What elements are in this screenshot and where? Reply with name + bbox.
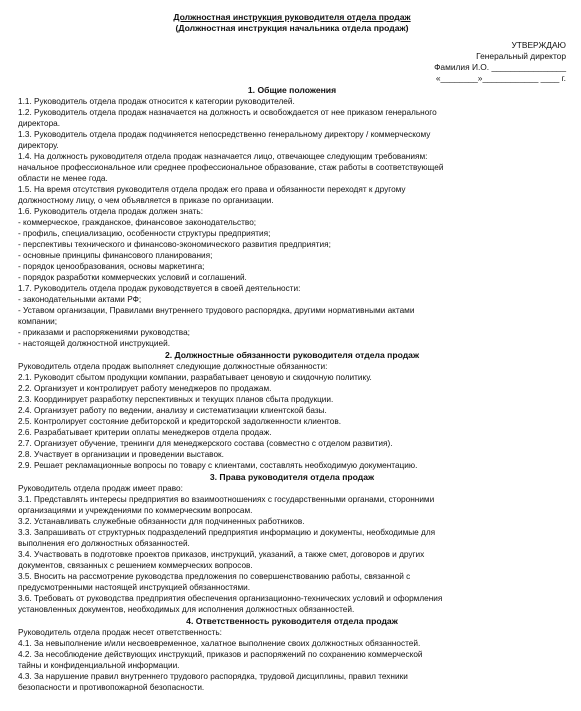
paragraph-line: области не менее года.	[18, 174, 108, 183]
approve-position: Генеральный директор	[476, 51, 566, 61]
paragraph-line: - приказами и распоряжениями руководства;	[18, 328, 190, 337]
paragraph-line: компании;	[18, 317, 58, 326]
paragraph-line: 1.2. Руководитель отдела продаж назначается на должность и освобождается от нее приказом генерального	[18, 108, 437, 117]
paragraph-line: должностному лицу, о чем объявляется в приказе по организации.	[18, 196, 274, 205]
paragraph-line: тайны и конфиденциальной информации.	[18, 661, 180, 670]
approve-name-line: Фамилия И.О. ________________	[434, 62, 566, 72]
paragraph-line: 1.7. Руководитель отдела продаж руководствуется в своей деятельности:	[18, 284, 301, 293]
paragraph-line: 2.5. Контролирует состояние дебиторской и кредиторской задолженности клиентов.	[18, 417, 341, 426]
title-line-1-text: Должностная инструкция руководителя отдела продаж	[173, 12, 411, 22]
paragraph-line: 2.1. Руководит сбытом продукции компании, разрабатывает ценовую и скидочную политику.	[18, 373, 372, 382]
paragraph-line: 1.5. На время отсутствия руководителя отдела продаж его права и обязанности переходят к другому	[18, 185, 406, 194]
section-heading: 2. Должностные обязанности руководителя отдела продаж	[164, 350, 420, 360]
paragraph-line: Руководитель отдела продаж несет ответственность:	[18, 628, 222, 637]
paragraph-line: 3.1. Представлять интересы предприятия во взаимоотношениях с государственными органами, сторонними	[18, 495, 435, 504]
paragraph-line: начальное профессиональное или среднее профессиональное образование, стаж работы в соответствующей	[18, 163, 444, 172]
paragraph-line: - перспективы технического и финансово-экономического развития предприятия;	[18, 240, 331, 249]
paragraph-line: 3.2. Устанавливать служебные обязанности для подчиненных работников.	[18, 517, 305, 526]
paragraph-line: Руководитель отдела продаж выполняет следующие должностные обязанности:	[18, 362, 328, 371]
paragraph-line: 2.2. Организует и контролирует работу менеджеров по продажам.	[18, 384, 272, 393]
paragraph-line: директору.	[18, 141, 59, 150]
paragraph-line: 4.1. За невыполнение и/или несвоевременное, халатное выполнение своих должностных обязанностей.	[18, 639, 421, 648]
paragraph-line: 1.4. На должность руководителя отдела продаж назначается лицо, отвечающее следующим требованиям:	[18, 152, 428, 161]
paragraph-line: документов, связанных с решением коммерческих вопросов.	[18, 561, 253, 570]
paragraph-line: 1.6. Руководитель отдела продаж должен знать:	[18, 207, 204, 216]
paragraph-line: 4.3. За нарушение правил внутреннего трудового распорядка, трудовой дисциплины, правил техники	[18, 672, 408, 681]
paragraph-line: 3.3. Запрашивать от структурных подразделений предприятия информацию и документы, необходимые для	[18, 528, 436, 537]
document-title	[18, 12, 566, 34]
paragraph-line: выполнения его должностных обязанностей.	[18, 539, 190, 548]
section-heading: 3. Права руководителя отдела продаж	[209, 472, 375, 482]
section-heading: 1. Общие положения	[247, 85, 337, 95]
paragraph-line: 1.3. Руководитель отдела продаж подчиняется непосредственно генеральному директору / коммерческому	[18, 130, 431, 139]
paragraph-line: 2.8. Участвует в организации и проведении выставок.	[18, 450, 224, 459]
paragraph-line: Руководитель отдела продаж имеет право:	[18, 484, 183, 493]
paragraph-line: - профиль, специализацию, особенности структуры предприятия;	[18, 229, 271, 238]
paragraph-line: организациями и учреждениями по коммерческим вопросам.	[18, 506, 253, 515]
paragraph-line: 2.3. Координирует разработку перспективных и текущих планов сбыта продукции.	[18, 395, 334, 404]
paragraph-line: 4.2. За несоблюдение действующих инструкций, приказов и распоряжений по сохранению коммерческой	[18, 650, 423, 659]
approve-date-line: «________»____________ ____ г.	[435, 73, 566, 83]
paragraph-line: - настоящей должностной инструкцией.	[18, 339, 171, 348]
paragraph-line: 2.6. Разрабатывает критерии оплаты менеджеров отдела продаж.	[18, 428, 272, 437]
title-line-2: (Должностная инструкция начальника отдела продаж)	[175, 23, 409, 33]
paragraph-line: установленных документов, необходимых для исполнения должностных обязанностей.	[18, 605, 355, 614]
paragraph-line: - законодательными актами РФ;	[18, 295, 142, 304]
title-line-1	[18, 12, 566, 23]
section-heading: 4. Ответственность руководителя отдела продаж	[186, 616, 398, 626]
paragraph-line: - Уставом организации, Правилами внутреннего трудового распорядка, другими нормативными актами	[18, 306, 415, 315]
paragraph-line: 2.7. Организует обучение, тренинги для менеджерского состава (совместно с отделом развития).	[18, 439, 393, 448]
paragraph-line: - порядок ценообразования, основы маркетинга;	[18, 262, 205, 271]
approve-word: УТВЕРЖДАЮ	[511, 40, 566, 50]
approval-block	[396, 40, 566, 84]
paragraph-line: предусмотренными настоящей инструкцией обязанностями.	[18, 583, 251, 592]
paragraph-line: 1.1. Руководитель отдела продаж относится к категории руководителей.	[18, 97, 295, 106]
paragraph-line: 3.4. Участвовать в подготовке проектов приказов, инструкций, указаний, а также смет, договоров и других	[18, 550, 425, 559]
paragraph-line: 3.5. Вносить на рассмотрение руководства предложения по совершенствованию работы, связанной с	[18, 572, 411, 581]
paragraph-line: - порядок разработки коммерческих условий и соглашений.	[18, 273, 247, 282]
paragraph-line: 2.9. Решает рекламационные вопросы по товару с клиентами, составлять необходимую документацию.	[18, 461, 418, 470]
paragraph-line: 3.6. Требовать от руководства предприятия обеспечения организационно-технических условий и оформления	[18, 594, 443, 603]
document-page	[18, 12, 566, 693]
paragraph-line: безопасности и противопожарной безопасности.	[18, 683, 205, 692]
paragraph-line: - коммерческое, гражданское, финансовое законодательство;	[18, 218, 257, 227]
paragraph-line: - основные принципы финансового планирования;	[18, 251, 213, 260]
paragraph-line: 2.4. Организует работу по ведении, анализу и систематизации клиентской базы.	[18, 406, 327, 415]
paragraph-line: директора.	[18, 119, 61, 128]
document-body	[18, 85, 566, 693]
